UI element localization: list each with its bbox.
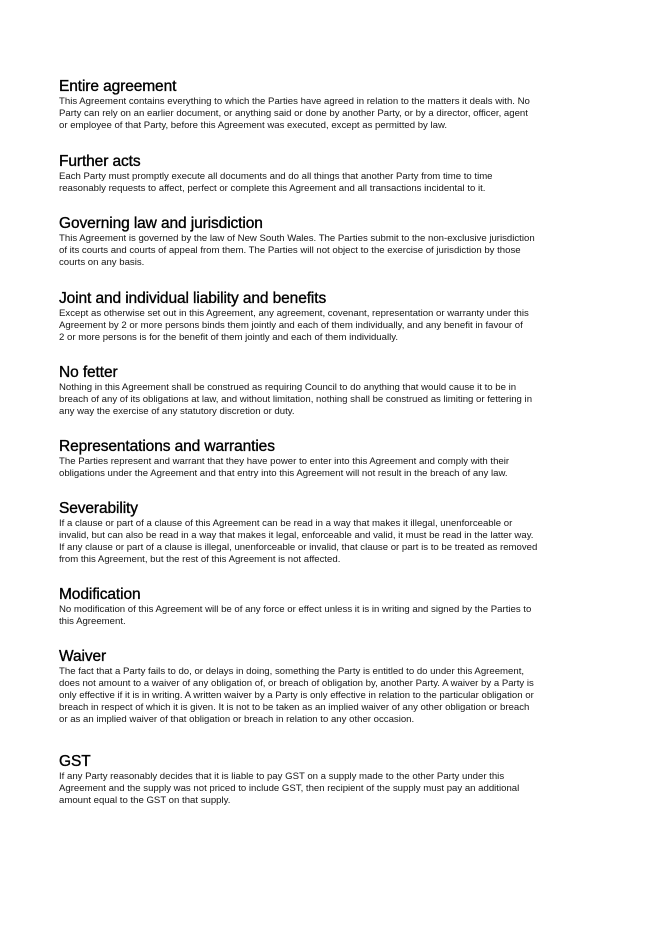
- section-severability: [59, 500, 594, 566]
- section-heading: No fetter: [59, 364, 118, 381]
- section-heading: Joint and individual liability and benefits: [59, 290, 327, 307]
- section-further-acts: [59, 153, 594, 195]
- section-body: This Agreement is governed by the law of New South Wales. The Parties submit to the non-exclusive jurisdiction of its courts and courts of appeal from them. The Parties will not object to the exercise of jurisdiction by those courts on any basis.: [59, 233, 535, 269]
- section-heading: Representations and warranties: [59, 438, 275, 455]
- section-heading: GST: [59, 753, 91, 770]
- section-body: Each Party must promptly execute all documents and do all things that another Party from time to time reasonably requests to affect, perfect or complete this Agreement and all transactions incidental to it.: [59, 171, 493, 195]
- section-representations: [59, 438, 594, 480]
- section-joint-liability: [59, 290, 594, 344]
- section-heading: Governing law and jurisdiction: [59, 215, 263, 232]
- section-heading: Further acts: [59, 153, 141, 170]
- section-modification: [59, 586, 594, 628]
- section-entire-agreement: [59, 78, 594, 132]
- section-body: The fact that a Party fails to do, or delays in doing, something the Party is entitled to do under this Agreement, does not amount to a waiver of any obligation of, or breach of obligation by, another Party. A waiver by a Party is only effective if it is in writing. A written waiver by a Party is only effective in relation to the particular obligation or breach in respect of which it is given. It is not to be taken as an implied waiver of any other obligation or breach or as an implied waiver of that obligation or breach in relation to any other occasion.: [59, 666, 534, 726]
- section-heading: Entire agreement: [59, 78, 177, 95]
- section-body: The Parties represent and warrant that they have power to enter into this Agreement and comply with their obligations under the Agreement and that entry into this Agreement will not result in the breach of any law.: [59, 456, 510, 480]
- section-body: This Agreement contains everything to which the Parties have agreed in relation to the matters it deals with. No Party can rely on an earlier document, or anything said or done by another Party, or by a director, officer, agent or employee of that Party, before this Agreement was executed, except as permitted by law.: [59, 96, 530, 132]
- section-body: If a clause or part of a clause of this Agreement can be read in a way that makes it illegal, unenforceable or invalid, but can also be read in a way that makes it legal, enforceable and valid, it must be read in the latter way. If any clause or part of a clause is illegal, unenforceable or invalid, that clause or part is to be treated as removed from this Agreement, but the rest of this Agreement is not affected.: [59, 518, 538, 566]
- section-gst: [59, 753, 594, 807]
- section-heading: Modification: [59, 586, 141, 603]
- section-no-fetter: [59, 364, 594, 418]
- section-body: Except as otherwise set out in this Agreement, any agreement, covenant, representation or warranty under this Agreement by 2 or more persons binds them jointly and each of them individually, and any benefit in favour of 2 or more persons is for the benefit of them jointly and each of them individually.: [59, 308, 529, 344]
- section-body: No modification of this Agreement will be of any force or effect unless it is in writing and signed by the Parties to this Agreement.: [59, 604, 532, 628]
- section-heading: Waiver: [59, 648, 107, 665]
- section-body: If any Party reasonably decides that it is liable to pay GST on a supply made to the other Party under this Agreement and the supply was not priced to include GST, then recipient of the supply must pay an additional amount equal to the GST on that supply.: [59, 771, 520, 807]
- section-governing-law: [59, 215, 594, 269]
- section-body: Nothing in this Agreement shall be construed as requiring Council to do anything that would cause it to be in breach of any of its obligations at law, and without limitation, nothing shall be construed as limiting or fettering in any way the exercise of any statutory discretion or duty.: [59, 382, 533, 418]
- section-waiver: [59, 648, 594, 726]
- section-heading: Severability: [59, 500, 138, 517]
